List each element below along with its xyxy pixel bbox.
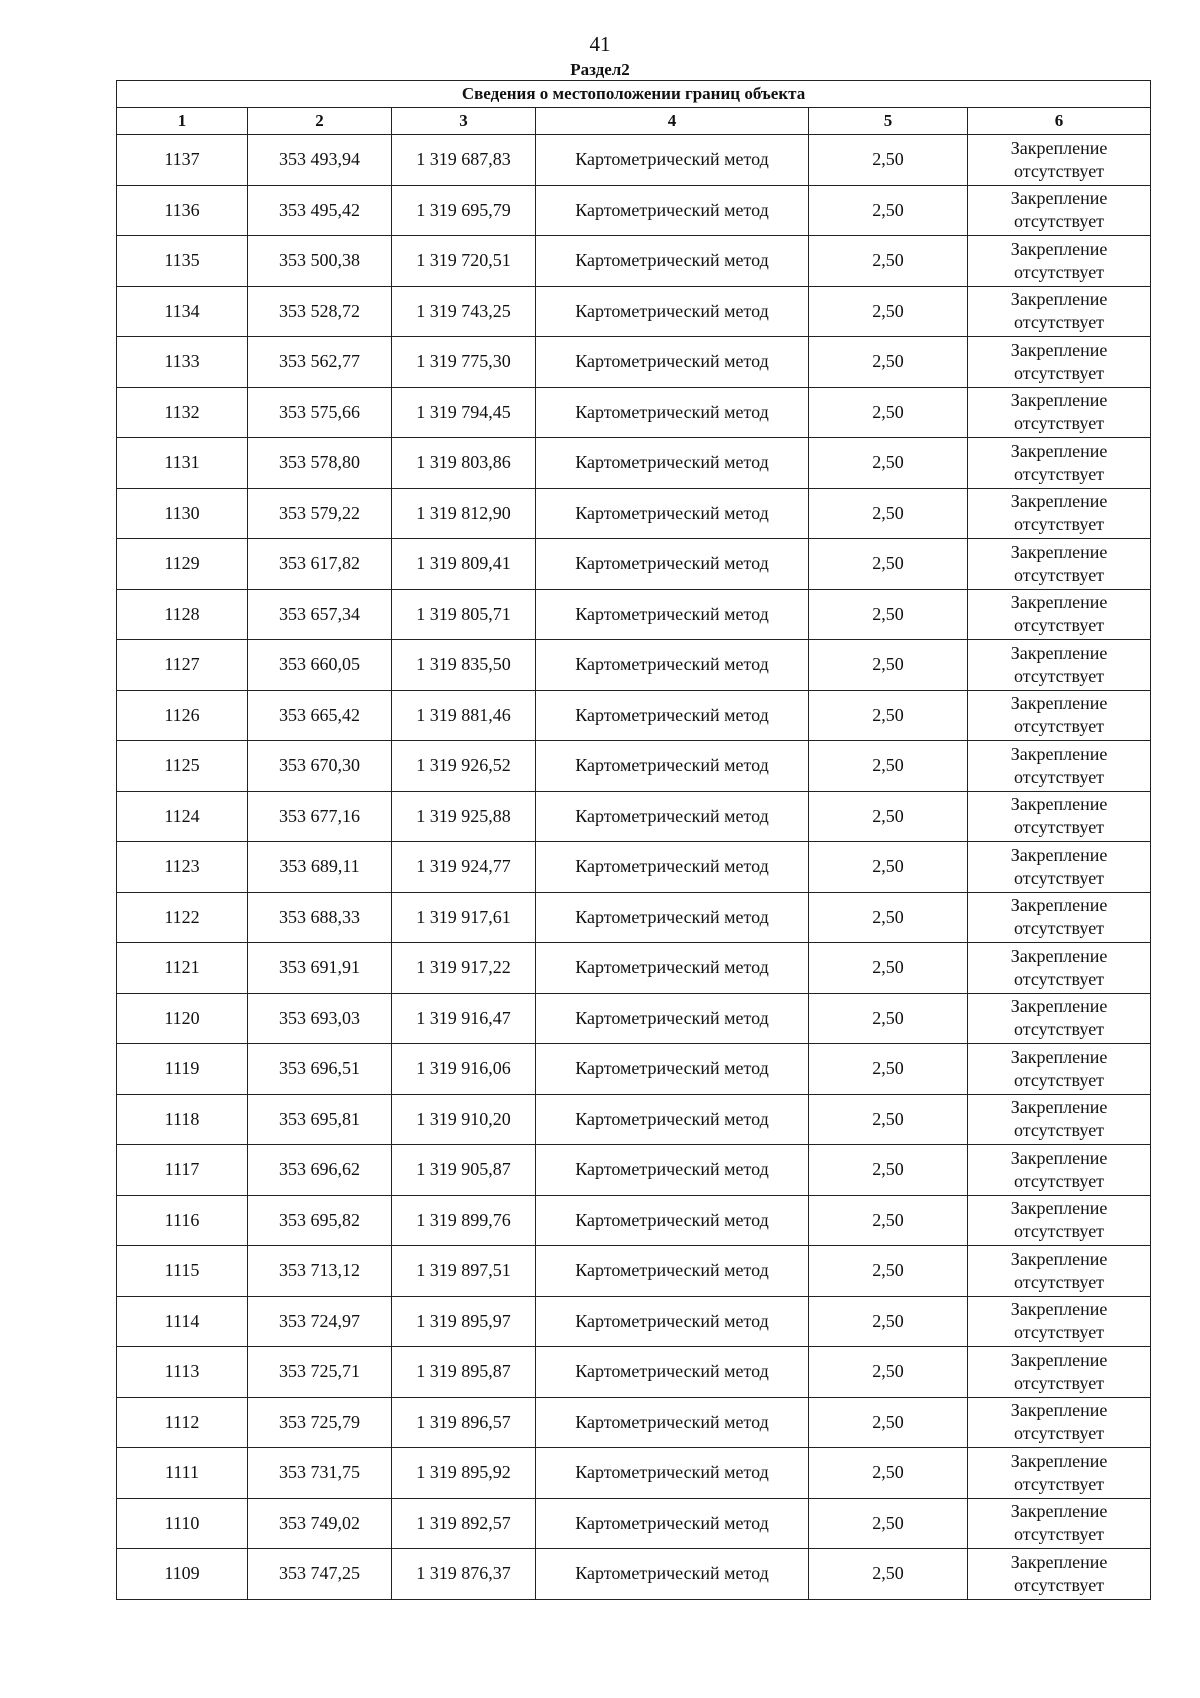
y-coordinate-cell: 1 319 917,61 — [392, 892, 536, 943]
x-coordinate-cell: 353 495,42 — [248, 185, 392, 236]
fixation-note-cell — [968, 993, 1151, 1044]
method-cell: Картометрический метод — [536, 1094, 809, 1145]
fixation-note-line: Закрепление — [1010, 794, 1108, 815]
fixation-note-cell — [968, 135, 1151, 186]
fixation-note-line: отсутствует — [1014, 1221, 1105, 1242]
x-coordinate-cell: 353 578,80 — [248, 438, 392, 489]
table-row — [117, 286, 1151, 337]
accuracy-cell: 2,50 — [809, 236, 968, 287]
point-number-cell: 1113 — [117, 1347, 248, 1398]
table-caption: Сведения о местоположении границ объекта — [117, 81, 1151, 108]
point-number-cell: 1115 — [117, 1246, 248, 1297]
x-coordinate-cell: 353 528,72 — [248, 286, 392, 337]
accuracy-cell: 2,50 — [809, 438, 968, 489]
fixation-note-line: отсутствует — [1014, 362, 1105, 383]
fixation-note-cell — [968, 539, 1151, 590]
fixation-note-cell — [968, 1195, 1151, 1246]
accuracy-cell: 2,50 — [809, 1549, 968, 1600]
method-cell: Картометрический метод — [536, 741, 809, 792]
fixation-note-cell — [968, 1246, 1151, 1297]
method-cell: Картометрический метод — [536, 1498, 809, 1549]
fixation-note-line: отсутствует — [1014, 716, 1105, 737]
fixation-note-cell — [968, 892, 1151, 943]
method-cell: Картометрический метод — [536, 1195, 809, 1246]
table-row — [117, 539, 1151, 590]
accuracy-cell: 2,50 — [809, 1145, 968, 1196]
table-row — [117, 1397, 1151, 1448]
x-coordinate-cell: 353 677,16 — [248, 791, 392, 842]
x-coordinate-cell: 353 749,02 — [248, 1498, 392, 1549]
column-header-2: 2 — [248, 108, 392, 135]
fixation-note-line: Закрепление — [1010, 592, 1108, 613]
point-number-cell: 1109 — [117, 1549, 248, 1600]
fixation-note-line: отсутствует — [1014, 1473, 1105, 1494]
y-coordinate-cell: 1 319 895,87 — [392, 1347, 536, 1398]
point-number-cell: 1125 — [117, 741, 248, 792]
method-cell: Картометрический метод — [536, 539, 809, 590]
table-row — [117, 1448, 1151, 1499]
fixation-note-line: Закрепление — [1010, 188, 1108, 209]
table-row — [117, 1145, 1151, 1196]
method-cell: Картометрический метод — [536, 1549, 809, 1600]
x-coordinate-cell: 353 689,11 — [248, 842, 392, 893]
method-cell: Картометрический метод — [536, 892, 809, 943]
fixation-note-line: Закрепление — [1010, 844, 1108, 865]
table-body — [117, 135, 1151, 1600]
point-number-cell: 1137 — [117, 135, 248, 186]
column-header-3: 3 — [392, 108, 536, 135]
table-row — [117, 387, 1151, 438]
table-row — [117, 488, 1151, 539]
fixation-note-cell — [968, 741, 1151, 792]
fixation-note-line: отсутствует — [1014, 564, 1105, 585]
accuracy-cell: 2,50 — [809, 1397, 968, 1448]
accuracy-cell: 2,50 — [809, 993, 968, 1044]
accuracy-cell: 2,50 — [809, 791, 968, 842]
fixation-note-line: Закрепление — [1010, 693, 1108, 714]
column-header-4: 4 — [536, 108, 809, 135]
fixation-note-line: Закрепление — [1010, 339, 1108, 360]
point-number-cell: 1134 — [117, 286, 248, 337]
accuracy-cell: 2,50 — [809, 1296, 968, 1347]
method-cell: Картометрический метод — [536, 135, 809, 186]
fixation-note-line: отсутствует — [1014, 1069, 1105, 1090]
fixation-note-line: отсутствует — [1014, 1372, 1105, 1393]
x-coordinate-cell: 353 670,30 — [248, 741, 392, 792]
point-number-cell: 1118 — [117, 1094, 248, 1145]
accuracy-cell: 2,50 — [809, 842, 968, 893]
accuracy-cell: 2,50 — [809, 690, 968, 741]
y-coordinate-cell: 1 319 803,86 — [392, 438, 536, 489]
table-row — [117, 791, 1151, 842]
x-coordinate-cell: 353 688,33 — [248, 892, 392, 943]
fixation-note-line: Закрепление — [1010, 1147, 1108, 1168]
table-row — [117, 185, 1151, 236]
point-number-cell: 1112 — [117, 1397, 248, 1448]
fixation-note-line: Закрепление — [1010, 238, 1108, 259]
accuracy-cell: 2,50 — [809, 286, 968, 337]
accuracy-cell: 2,50 — [809, 387, 968, 438]
x-coordinate-cell: 353 725,79 — [248, 1397, 392, 1448]
fixation-note-line: отсутствует — [1014, 918, 1105, 939]
accuracy-cell: 2,50 — [809, 943, 968, 994]
method-cell: Картометрический метод — [536, 842, 809, 893]
y-coordinate-cell: 1 319 926,52 — [392, 741, 536, 792]
fixation-note-cell — [968, 690, 1151, 741]
method-cell: Картометрический метод — [536, 1296, 809, 1347]
x-coordinate-cell: 353 696,62 — [248, 1145, 392, 1196]
accuracy-cell: 2,50 — [809, 488, 968, 539]
point-number-cell: 1129 — [117, 539, 248, 590]
accuracy-cell: 2,50 — [809, 892, 968, 943]
point-number-cell: 1111 — [117, 1448, 248, 1499]
accuracy-cell: 2,50 — [809, 741, 968, 792]
y-coordinate-cell: 1 319 805,71 — [392, 589, 536, 640]
table-row — [117, 690, 1151, 741]
fixation-note-cell — [968, 1044, 1151, 1095]
point-number-cell: 1122 — [117, 892, 248, 943]
y-coordinate-cell: 1 319 876,37 — [392, 1549, 536, 1600]
column-header-6: 6 — [968, 108, 1151, 135]
accuracy-cell: 2,50 — [809, 640, 968, 691]
method-cell: Картометрический метод — [536, 1246, 809, 1297]
fixation-note-line: Закрепление — [1010, 642, 1108, 663]
fixation-note-line: Закрепление — [1010, 1349, 1108, 1370]
point-number-cell: 1132 — [117, 387, 248, 438]
x-coordinate-cell: 353 579,22 — [248, 488, 392, 539]
fixation-note-line: Закрепление — [1010, 1198, 1108, 1219]
y-coordinate-cell: 1 319 881,46 — [392, 690, 536, 741]
method-cell: Картометрический метод — [536, 1448, 809, 1499]
method-cell: Картометрический метод — [536, 1347, 809, 1398]
point-number-cell: 1128 — [117, 589, 248, 640]
y-coordinate-cell: 1 319 812,90 — [392, 488, 536, 539]
x-coordinate-cell: 353 725,71 — [248, 1347, 392, 1398]
point-number-cell: 1124 — [117, 791, 248, 842]
table-caption-row — [117, 81, 1151, 108]
accuracy-cell: 2,50 — [809, 539, 968, 590]
fixation-note-line: Закрепление — [1010, 1046, 1108, 1067]
method-cell: Картометрический метод — [536, 690, 809, 741]
method-cell: Картометрический метод — [536, 185, 809, 236]
y-coordinate-cell: 1 319 916,47 — [392, 993, 536, 1044]
fixation-note-line: отсутствует — [1014, 514, 1105, 535]
y-coordinate-cell: 1 319 910,20 — [392, 1094, 536, 1145]
method-cell: Картометрический метод — [536, 640, 809, 691]
fixation-note-line: отсутствует — [1014, 1120, 1105, 1141]
fixation-note-cell — [968, 842, 1151, 893]
point-number-cell: 1117 — [117, 1145, 248, 1196]
y-coordinate-cell: 1 319 897,51 — [392, 1246, 536, 1297]
fixation-note-line: отсутствует — [1014, 766, 1105, 787]
fixation-note-cell — [968, 1448, 1151, 1499]
table-row — [117, 1246, 1151, 1297]
fixation-note-line: Закрепление — [1010, 1501, 1108, 1522]
x-coordinate-cell: 353 695,81 — [248, 1094, 392, 1145]
fixation-note-cell — [968, 1347, 1151, 1398]
fixation-note-line: отсутствует — [1014, 160, 1105, 181]
fixation-note-line: отсутствует — [1014, 413, 1105, 434]
x-coordinate-cell: 353 660,05 — [248, 640, 392, 691]
method-cell: Картометрический метод — [536, 438, 809, 489]
method-cell: Картометрический метод — [536, 1145, 809, 1196]
table-row — [117, 1195, 1151, 1246]
fixation-note-cell — [968, 791, 1151, 842]
page-number: 41 — [589, 32, 611, 56]
fixation-note-line: отсутствует — [1014, 261, 1105, 282]
accuracy-cell: 2,50 — [809, 1347, 968, 1398]
accuracy-cell: 2,50 — [809, 185, 968, 236]
fixation-note-cell — [968, 488, 1151, 539]
fixation-note-line: отсутствует — [1014, 463, 1105, 484]
table-row — [117, 236, 1151, 287]
point-number-cell: 1131 — [117, 438, 248, 489]
column-header-5: 5 — [809, 108, 968, 135]
fixation-note-cell — [968, 236, 1151, 287]
x-coordinate-cell: 353 713,12 — [248, 1246, 392, 1297]
x-coordinate-cell: 353 747,25 — [248, 1549, 392, 1600]
x-coordinate-cell: 353 693,03 — [248, 993, 392, 1044]
fixation-note-line: Закрепление — [1010, 1400, 1108, 1421]
table-row — [117, 892, 1151, 943]
accuracy-cell: 2,50 — [809, 1246, 968, 1297]
fixation-note-cell — [968, 1498, 1151, 1549]
table-row — [117, 1549, 1151, 1600]
fixation-note-line: Закрепление — [1010, 996, 1108, 1017]
fixation-note-line: Закрепление — [1010, 895, 1108, 916]
method-cell: Картометрический метод — [536, 791, 809, 842]
fixation-note-line: отсутствует — [1014, 1524, 1105, 1545]
y-coordinate-cell: 1 319 899,76 — [392, 1195, 536, 1246]
fixation-note-line: отсутствует — [1014, 1423, 1105, 1444]
accuracy-cell: 2,50 — [809, 589, 968, 640]
fixation-note-line: Закрепление — [1010, 541, 1108, 562]
y-coordinate-cell: 1 319 775,30 — [392, 337, 536, 388]
y-coordinate-cell: 1 319 917,22 — [392, 943, 536, 994]
method-cell: Картометрический метод — [536, 1397, 809, 1448]
accuracy-cell: 2,50 — [809, 337, 968, 388]
fixation-note-line: отсутствует — [1014, 211, 1105, 232]
y-coordinate-cell: 1 319 809,41 — [392, 539, 536, 590]
fixation-note-line: Закрепление — [1010, 1551, 1108, 1572]
fixation-note-cell — [968, 1549, 1151, 1600]
fixation-note-cell — [968, 286, 1151, 337]
table-row — [117, 993, 1151, 1044]
table-row — [117, 589, 1151, 640]
point-number-cell: 1136 — [117, 185, 248, 236]
fixation-note-cell — [968, 438, 1151, 489]
boundary-coordinates-table — [116, 80, 1151, 1600]
table-row — [117, 1044, 1151, 1095]
fixation-note-line: Закрепление — [1010, 1450, 1108, 1471]
table-row — [117, 1094, 1151, 1145]
method-cell: Картометрический метод — [536, 1044, 809, 1095]
fixation-note-cell — [968, 1094, 1151, 1145]
y-coordinate-cell: 1 319 925,88 — [392, 791, 536, 842]
point-number-cell: 1127 — [117, 640, 248, 691]
y-coordinate-cell: 1 319 924,77 — [392, 842, 536, 893]
x-coordinate-cell: 353 731,75 — [248, 1448, 392, 1499]
point-number-cell: 1120 — [117, 993, 248, 1044]
point-number-cell: 1121 — [117, 943, 248, 994]
fixation-note-cell — [968, 589, 1151, 640]
x-coordinate-cell: 353 575,66 — [248, 387, 392, 438]
accuracy-cell: 2,50 — [809, 135, 968, 186]
fixation-note-cell — [968, 337, 1151, 388]
fixation-note-line: отсутствует — [1014, 1019, 1105, 1040]
fixation-note-line: отсутствует — [1014, 615, 1105, 636]
y-coordinate-cell: 1 319 895,97 — [392, 1296, 536, 1347]
x-coordinate-cell: 353 493,94 — [248, 135, 392, 186]
y-coordinate-cell: 1 319 896,57 — [392, 1397, 536, 1448]
fixation-note-line: Закрепление — [1010, 491, 1108, 512]
column-header-1: 1 — [117, 108, 248, 135]
point-number-cell: 1123 — [117, 842, 248, 893]
fixation-note-cell — [968, 943, 1151, 994]
accuracy-cell: 2,50 — [809, 1195, 968, 1246]
method-cell: Картометрический метод — [536, 589, 809, 640]
fixation-note-cell — [968, 1296, 1151, 1347]
method-cell: Картометрический метод — [536, 286, 809, 337]
table-row — [117, 741, 1151, 792]
fixation-note-cell — [968, 1145, 1151, 1196]
y-coordinate-cell: 1 319 895,92 — [392, 1448, 536, 1499]
y-coordinate-cell: 1 319 916,06 — [392, 1044, 536, 1095]
method-cell: Картометрический метод — [536, 488, 809, 539]
fixation-note-line: отсутствует — [1014, 817, 1105, 838]
table-row — [117, 135, 1151, 186]
y-coordinate-cell: 1 319 687,83 — [392, 135, 536, 186]
table-row — [117, 640, 1151, 691]
fixation-note-line: Закрепление — [1010, 440, 1108, 461]
accuracy-cell: 2,50 — [809, 1448, 968, 1499]
point-number-cell: 1119 — [117, 1044, 248, 1095]
x-coordinate-cell: 353 695,82 — [248, 1195, 392, 1246]
table-row — [117, 1347, 1151, 1398]
x-coordinate-cell: 353 617,82 — [248, 539, 392, 590]
fixation-note-line: отсутствует — [1014, 1271, 1105, 1292]
x-coordinate-cell: 353 691,91 — [248, 943, 392, 994]
y-coordinate-cell: 1 319 794,45 — [392, 387, 536, 438]
fixation-note-line: отсутствует — [1014, 968, 1105, 989]
method-cell: Картометрический метод — [536, 943, 809, 994]
table-row — [117, 337, 1151, 388]
point-number-cell: 1114 — [117, 1296, 248, 1347]
point-number-cell: 1110 — [117, 1498, 248, 1549]
point-number-cell: 1116 — [117, 1195, 248, 1246]
accuracy-cell: 2,50 — [809, 1498, 968, 1549]
accuracy-cell: 2,50 — [809, 1094, 968, 1145]
method-cell: Картометрический метод — [536, 337, 809, 388]
fixation-note-cell — [968, 185, 1151, 236]
y-coordinate-cell: 1 319 892,57 — [392, 1498, 536, 1549]
x-coordinate-cell: 353 500,38 — [248, 236, 392, 287]
fixation-note-cell — [968, 1397, 1151, 1448]
y-coordinate-cell: 1 319 695,79 — [392, 185, 536, 236]
point-number-cell: 1135 — [117, 236, 248, 287]
fixation-note-line: Закрепление — [1010, 289, 1108, 310]
x-coordinate-cell: 353 724,97 — [248, 1296, 392, 1347]
x-coordinate-cell: 353 562,77 — [248, 337, 392, 388]
method-cell: Картометрический метод — [536, 236, 809, 287]
fixation-note-line: Закрепление — [1010, 945, 1108, 966]
fixation-note-line: Закрепление — [1010, 390, 1108, 411]
fixation-note-line: Закрепление — [1010, 137, 1108, 158]
point-number-cell: 1133 — [117, 337, 248, 388]
table-row — [117, 842, 1151, 893]
fixation-note-line: Закрепление — [1010, 1299, 1108, 1320]
method-cell: Картометрический метод — [536, 993, 809, 1044]
point-number-cell: 1126 — [117, 690, 248, 741]
table-row — [117, 438, 1151, 489]
fixation-note-line: отсутствует — [1014, 665, 1105, 686]
fixation-note-line: Закрепление — [1010, 1248, 1108, 1269]
fixation-note-line: отсутствует — [1014, 1170, 1105, 1191]
y-coordinate-cell: 1 319 835,50 — [392, 640, 536, 691]
fixation-note-cell — [968, 387, 1151, 438]
table-row — [117, 943, 1151, 994]
x-coordinate-cell: 353 696,51 — [248, 1044, 392, 1095]
table-row — [117, 1498, 1151, 1549]
fixation-note-line: отсутствует — [1014, 1322, 1105, 1343]
fixation-note-line: отсутствует — [1014, 1574, 1105, 1595]
fixation-note-line: Закрепление — [1010, 743, 1108, 764]
x-coordinate-cell: 353 657,34 — [248, 589, 392, 640]
column-header-row — [117, 108, 1151, 135]
fixation-note-cell — [968, 640, 1151, 691]
fixation-note-line: отсутствует — [1014, 312, 1105, 333]
method-cell: Картометрический метод — [536, 387, 809, 438]
fixation-note-line: отсутствует — [1014, 867, 1105, 888]
point-number-cell: 1130 — [117, 488, 248, 539]
y-coordinate-cell: 1 319 743,25 — [392, 286, 536, 337]
table-row — [117, 1296, 1151, 1347]
section-title: Раздел2 — [570, 60, 630, 79]
y-coordinate-cell: 1 319 720,51 — [392, 236, 536, 287]
x-coordinate-cell: 353 665,42 — [248, 690, 392, 741]
fixation-note-line: Закрепление — [1010, 1097, 1108, 1118]
y-coordinate-cell: 1 319 905,87 — [392, 1145, 536, 1196]
accuracy-cell: 2,50 — [809, 1044, 968, 1095]
